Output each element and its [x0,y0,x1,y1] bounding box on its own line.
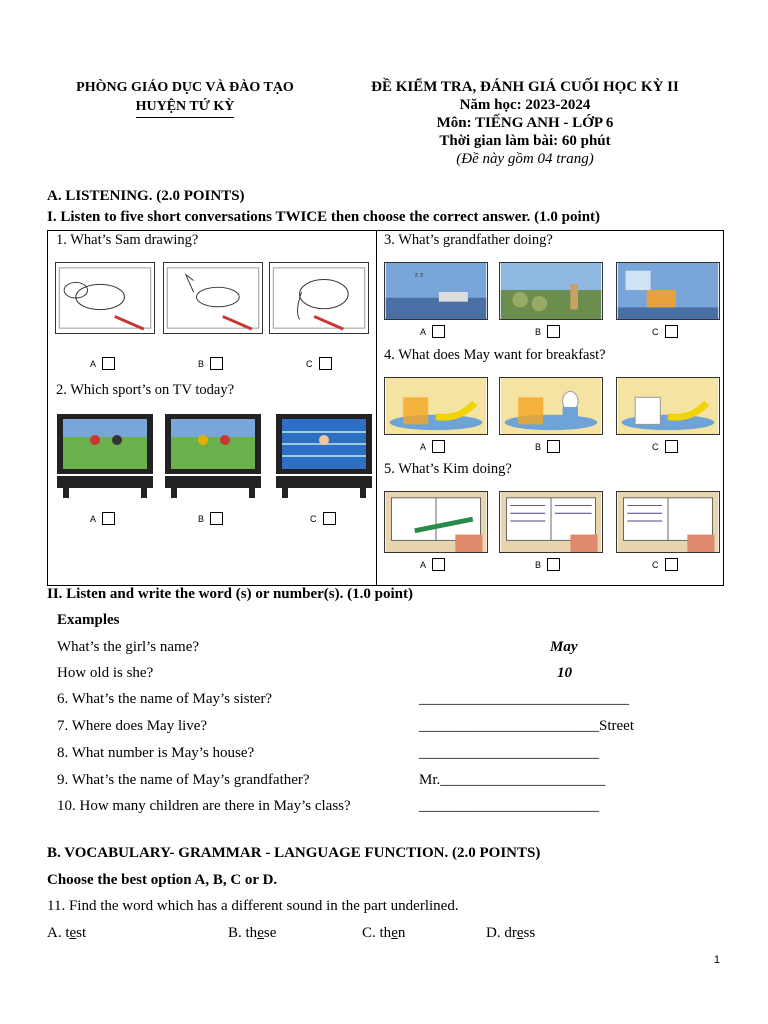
listening-grid [47,230,724,586]
book-writing-icon [499,491,603,553]
q5-option-a[interactable]: A [420,558,445,571]
examples-label: Examples [57,612,120,628]
office-name: PHÒNG GIÁO DỤC VÀ ĐÀO TẠO [76,80,294,95]
grandfather-scene-icon [384,262,488,320]
breakfast-icon [616,377,720,435]
q2-c-checkbox[interactable] [323,512,336,525]
question-1: 1. What’s Sam drawing? [56,232,199,248]
question-6: 6. What’s the name of May’s sister? [57,691,273,707]
q3-c-checkbox[interactable] [665,325,678,338]
example-1-question: What’s the girl’s name? [57,639,200,655]
q4-a-checkbox[interactable] [432,440,445,453]
question-11: 11. Find the word which has a different sound in the part underlined. [47,898,459,914]
q5-a-checkbox[interactable] [432,558,445,571]
q3-b-checkbox[interactable] [547,325,560,338]
section-b-instruction: Choose the best option A, B, C or D. [47,872,278,888]
q6-answer-blank[interactable]: ____________________________ [419,691,629,707]
q1-option-c[interactable]: C [306,357,332,370]
q4-option-b[interactable]: B [535,440,560,453]
grandfather-scene-icon [616,262,720,320]
q11-option-c[interactable]: C. then [362,925,406,941]
q11-option-b[interactable]: B. these [228,925,277,941]
q3-option-c[interactable]: C [652,325,678,338]
subject: Môn: TIẾNG ANH - LỚP 6 [436,115,614,131]
q11-option-a[interactable]: A. test [47,925,87,941]
q4-b-checkbox[interactable] [547,440,560,453]
book-writing-icon [616,491,720,553]
breakfast-icon [384,377,488,435]
exam-title: ĐỀ KIỂM TRA, ĐÁNH GIÁ CUỐI HỌC KỲ II [371,79,679,95]
q1-option-a[interactable]: A [90,357,115,370]
breakfast-icon [499,377,603,435]
question-4: 4. What does May want for breakfast? [384,347,606,363]
example-1-answer: May [550,639,578,655]
question-8: 8. What number is May’s house? [57,745,255,761]
part1-instruction: I. Listen to five short conversations TWICE then choose the correct answer. (1.0 point) [47,209,601,225]
exam-header [330,78,720,168]
q10-answer-blank[interactable]: ________________________ [419,798,599,814]
animal-drawing-icon [55,262,155,334]
q2-b-checkbox[interactable] [210,512,223,525]
page-count-note: (Đề này gồm 04 trang) [456,151,594,167]
school-office-header [50,78,320,118]
q1-a-checkbox[interactable] [102,357,115,370]
q2-option-b[interactable]: B [198,512,223,525]
example-2-answer: 10 [557,665,572,681]
tv-sport-icon [274,412,374,500]
question-2: 2. Which sport’s on TV today? [56,382,235,398]
q1-c-checkbox[interactable] [319,357,332,370]
q2-a-checkbox[interactable] [102,512,115,525]
question-10: 10. How many children are there in May’s class? [57,798,351,814]
q4-option-a[interactable]: A [420,440,445,453]
q1-b-checkbox[interactable] [210,357,223,370]
q5-option-b[interactable]: B [535,558,560,571]
section-b-title: B. VOCABULARY- GRAMMAR - LANGUAGE FUNCTION. (2.0 POINTS) [47,845,541,861]
question-3: 3. What’s grandfather doing? [384,232,553,248]
question-9: 9. What’s the name of May’s grandfather? [57,772,310,788]
q2-option-c[interactable]: C [310,512,336,525]
book-writing-icon [384,491,488,553]
question-5: 5. What’s Kim doing? [384,461,512,477]
q9-answer-blank[interactable]: Mr.______________________ [419,772,606,788]
q4-option-c[interactable]: C [652,440,678,453]
q11-option-d[interactable]: D. dress [486,925,536,941]
q1-option-b[interactable]: B [198,357,223,370]
q5-c-checkbox[interactable] [665,558,678,571]
school-year: Năm học: 2023-2024 [459,97,591,113]
q5-b-checkbox[interactable] [547,558,560,571]
animal-drawing-icon [269,262,369,334]
example-2-question: How old is she? [57,665,154,681]
q8-answer-blank[interactable]: ________________________ [419,745,599,761]
q3-option-a[interactable]: A [420,325,445,338]
svg-text:z z: z z [414,269,424,279]
question-7: 7. Where does May live? [57,718,208,734]
tv-sport-icon [55,412,155,500]
q3-option-b[interactable]: B [535,325,560,338]
animal-drawing-icon [163,262,263,334]
grandfather-scene-icon [499,262,603,320]
part2-instruction: II. Listen and write the word (s) or number(s). (1.0 point) [47,586,413,602]
page-number: 1 [713,954,720,966]
time-limit: Thời gian làm bài: 60 phút [439,133,611,149]
q7-answer-blank[interactable]: ________________________Street [419,718,634,734]
q4-c-checkbox[interactable] [665,440,678,453]
tv-sport-icon [163,412,263,500]
district-name: HUYỆN TỨ KỲ [136,97,235,118]
q3-a-checkbox[interactable] [432,325,445,338]
q5-option-c[interactable]: C [652,558,678,571]
q2-option-a[interactable]: A [90,512,115,525]
section-a-title: A. LISTENING. (2.0 POINTS) [47,188,245,204]
